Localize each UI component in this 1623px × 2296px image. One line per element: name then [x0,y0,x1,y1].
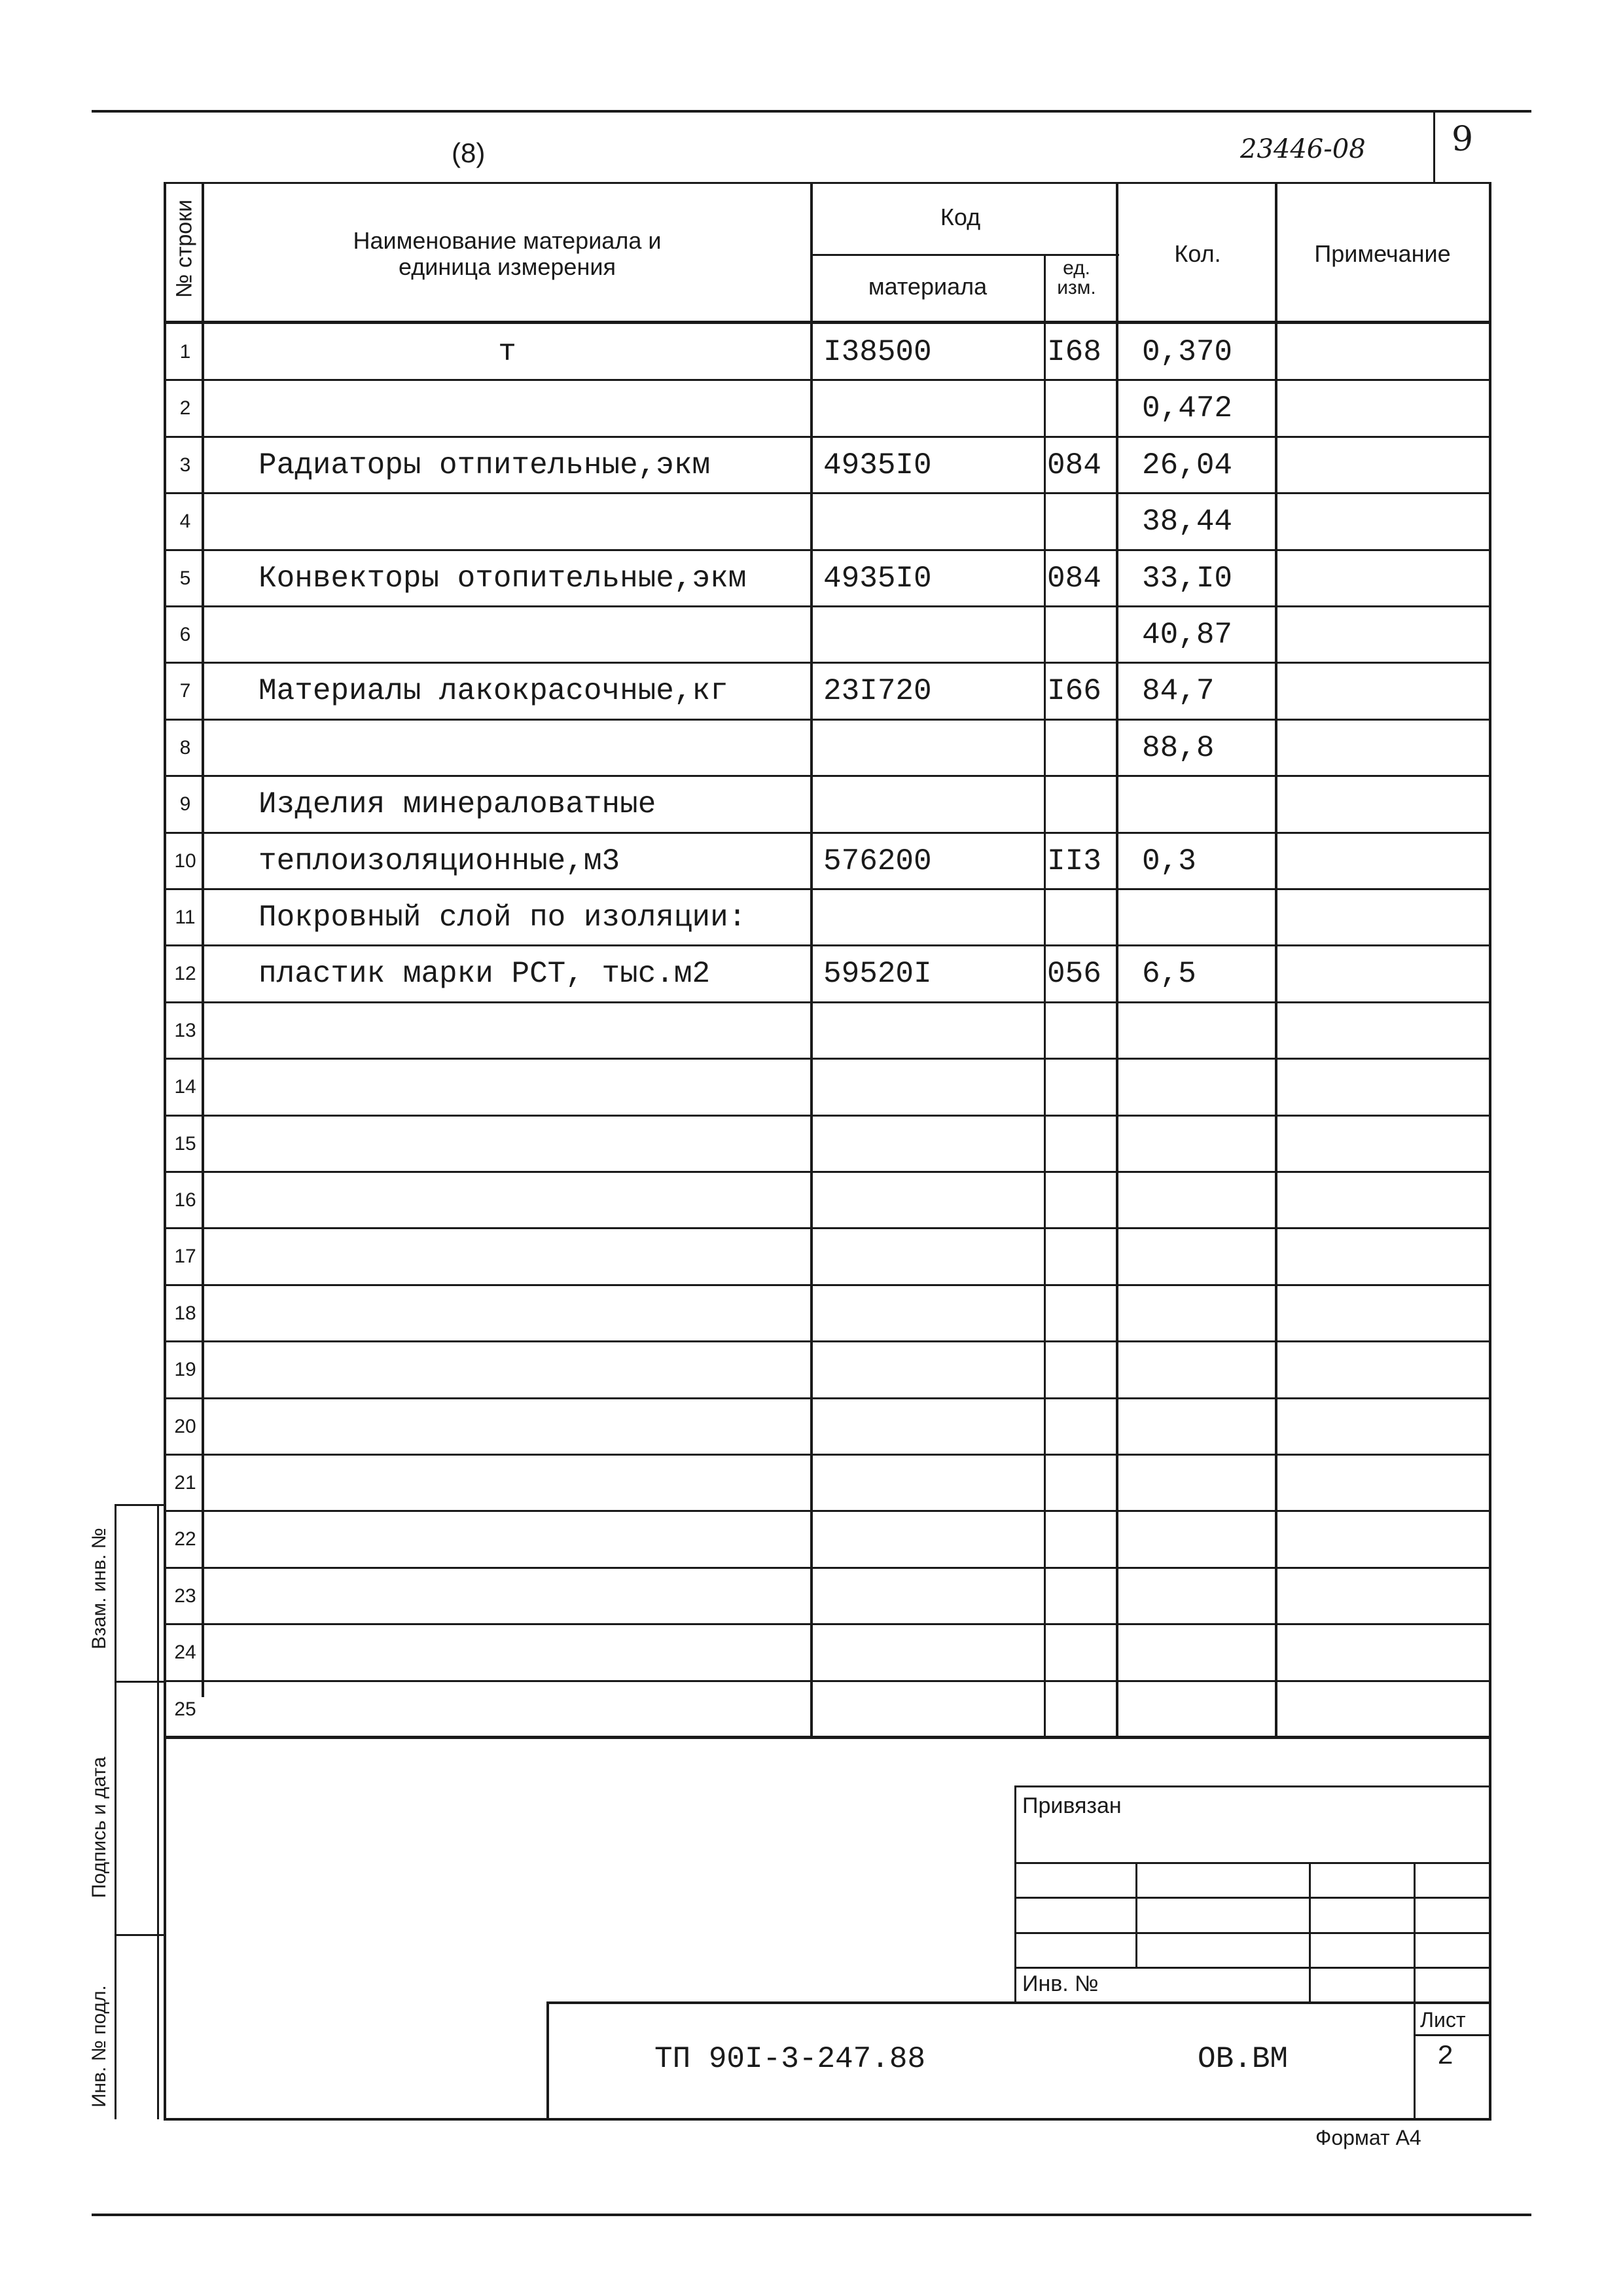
side-label-orig-inv: Инв. № подл. [88,1985,110,2108]
quantity: 0,3 [1142,844,1196,878]
table-row [0,720,1623,776]
material-code [823,380,1039,437]
quantity [1142,1116,1273,1172]
row-number: 15 [174,1133,196,1155]
side-label-sign-date: Подпись и дата [88,1757,110,1898]
table-row [0,1399,1623,1455]
row-number: 23 [174,1585,196,1607]
sheet-code: (8) [452,137,486,168]
row-number: 22 [174,1528,196,1550]
column-header-material: материала [868,273,988,300]
footer-document-code: ТП 90I-3-247.88 [654,2042,926,2076]
material-code [823,607,1039,663]
unit-code [1047,1059,1109,1115]
stamp-left-line [1014,1785,1016,2001]
quantity [1142,1511,1273,1568]
document-number: 23446-08 [1240,134,1366,164]
quantity [1142,1681,1273,1738]
material-name [259,380,795,437]
quantity: 33,I0 [1142,562,1233,596]
row-number: 8 [179,737,191,759]
material-name: пластик марки РСТ, тыс.м2 [259,957,711,991]
top-border-line [92,110,1531,113]
material-name [259,1568,795,1624]
quantity [1142,1624,1273,1681]
side-strip-inner-line [157,1504,159,2119]
unit-code [1047,1229,1109,1285]
material-code [823,1172,1039,1229]
material-code: I38500 [823,335,932,369]
table-row [0,1568,1623,1624]
table-row [0,550,1623,607]
table-row [0,1624,1623,1681]
unit-code [1047,776,1109,833]
quantity [1142,1172,1273,1229]
stamp-col-1 [1135,1862,1137,1967]
material-name [259,1172,795,1229]
row-number: 11 [175,906,196,928]
row-number: 24 [174,1641,196,1663]
column-header-note: Примечание [1314,240,1451,267]
unit-code [1047,1003,1109,1059]
material-code [823,1399,1039,1455]
row-number: 4 [179,511,191,532]
table-row [0,889,1623,946]
material-name: теплоизоляционные,м3 [259,844,620,878]
quantity [1142,1229,1273,1285]
material-name [259,1342,795,1398]
quantity: 38,44 [1142,505,1233,539]
unit-code [1047,889,1109,946]
table-row [0,1511,1623,1568]
unit-code [1047,1624,1109,1681]
unit-code: I66 [1047,674,1101,708]
material-name: Конвекторы отопительные,экм [259,562,747,596]
unit-code: 084 [1047,562,1101,596]
table-row [0,1342,1623,1398]
title-block-bottom-line [164,2118,1491,2121]
quantity [1142,1285,1273,1342]
stamp-line-c [1014,1932,1491,1934]
material-name [259,1116,795,1172]
material-code [823,493,1039,550]
unit-code: 056 [1047,957,1101,991]
material-name: Материалы лакокрасочные,кг [259,674,728,708]
material-name [259,607,795,663]
stamp-top-line [1014,1785,1491,1787]
material-name [259,1059,795,1115]
material-code: 4935I0 [823,448,932,482]
unit-code: 084 [1047,448,1101,482]
material-code [823,1681,1039,1738]
table-row [0,833,1623,889]
stamp-line-b [1014,1897,1491,1899]
material-name [259,493,795,550]
table-row [0,946,1623,1002]
unit-code [1047,493,1109,550]
quantity [1142,776,1273,833]
material-code [823,1003,1039,1059]
material-code [823,720,1039,776]
row-number: 10 [174,850,196,872]
material-code [823,776,1039,833]
column-header-code: Код [940,204,981,230]
row-number: 2 [179,397,191,419]
material-code [823,1116,1039,1172]
row-number: 18 [174,1302,196,1324]
quantity [1142,1342,1273,1398]
table-bottom-line [164,1736,1491,1739]
material-code [823,1285,1039,1342]
table-row [0,1172,1623,1229]
material-code [823,889,1039,946]
title-block-top-line [546,2001,1491,2004]
row-number: 13 [174,1020,196,1041]
material-name: Радиаторы отпительные,экм [259,448,711,482]
page-number-divider [1433,111,1435,182]
material-code: 23I720 [823,674,932,708]
quantity [1142,1455,1273,1511]
quantity: 88,8 [1142,731,1215,765]
row-number: 14 [174,1076,196,1098]
unit-code [1047,1681,1109,1738]
stamp-line-d [1014,1967,1491,1969]
table-row [0,607,1623,663]
material-name [259,1003,795,1059]
table-row [0,1455,1623,1511]
row-number: 17 [174,1246,196,1267]
material-code [823,1229,1039,1285]
quantity: 84,7 [1142,674,1215,708]
unit-code [1047,1568,1109,1624]
unit-code [1047,607,1109,663]
material-code: 4935I0 [823,562,932,596]
quantity [1142,889,1273,946]
material-name [259,1511,795,1568]
material-name [259,1285,795,1342]
row-number: 12 [174,963,196,984]
unit-code [1047,1285,1109,1342]
quantity: 26,04 [1142,448,1233,482]
table-top-border [164,182,1491,184]
material-name: Изделия минераловатные [259,787,656,821]
format-label: Формат А4 [1315,2126,1421,2149]
row-number: 1 [179,341,191,363]
material-name [259,1455,795,1511]
unit-code: I68 [1047,335,1101,369]
row-number: 3 [179,454,191,476]
column-header-row-number: № строки [171,199,197,298]
quantity: 6,5 [1142,957,1196,991]
material-code [823,1059,1039,1115]
row-number: 6 [179,624,191,645]
stamp-line-a [1014,1862,1491,1864]
unit-code [1047,1172,1109,1229]
unit-code [1047,1116,1109,1172]
table-row [0,437,1623,493]
column-header-qty: Кол. [1174,240,1221,267]
unit-code [1047,380,1109,437]
bottom-border-line [92,2214,1531,2216]
unit-code [1047,1399,1109,1455]
table-row [0,1285,1623,1342]
title-block-left-line [546,2001,549,2119]
quantity [1142,1399,1273,1455]
row-number: 20 [174,1416,196,1437]
table-row [0,1116,1623,1172]
quantity: 40,87 [1142,618,1233,652]
page-number: 9 [1452,120,1474,159]
footer-document-mark: ОВ.ВМ [1198,2042,1289,2076]
quantity [1142,1059,1273,1115]
row-number: 16 [174,1189,196,1211]
row-number: 9 [179,793,191,815]
sheet-label-line [1414,2034,1491,2036]
row-number: 21 [174,1472,196,1494]
table-row [0,324,1623,380]
side-strip-outer-line [115,1504,116,2119]
stamp-inv-label: Инв. № [1022,1971,1099,1996]
unit-code [1047,1455,1109,1511]
row-number: 5 [179,567,191,589]
stamp-col-3 [1414,1862,1416,2119]
row-number: 7 [179,680,191,702]
row-number: 25 [174,1698,196,1720]
quantity [1142,1003,1273,1059]
header-code-divider [812,254,1119,256]
table-row [0,1229,1623,1285]
material-name [259,1399,795,1455]
material-code: 576200 [823,844,932,878]
material-code [823,1624,1039,1681]
quantity: 0,472 [1142,391,1233,425]
unit-code [1047,720,1109,776]
table-row [0,663,1623,719]
sheet-label: Лист [1420,2008,1466,2032]
side-label-inv-no: Взам. инв. № [88,1528,110,1649]
table-row [0,1059,1623,1115]
material-code [823,1342,1039,1398]
quantity: 0,370 [1142,335,1233,369]
unit-code [1047,1511,1109,1568]
unit-code [1047,1342,1109,1398]
unit-code: II3 [1047,844,1101,878]
row-number: 19 [174,1359,196,1380]
material-code [823,1511,1039,1568]
material-name: Покровный слой по изоляции: [259,901,747,935]
material-name: т [498,335,516,369]
material-code [823,1455,1039,1511]
column-header-name: Наименование материала и единица измерения [353,227,662,280]
material-code: 59520I [823,957,932,991]
material-name [259,1229,795,1285]
table-row [0,380,1623,437]
stamp-col-2 [1309,1862,1311,2001]
table-row [0,776,1623,833]
material-name [259,720,795,776]
quantity [1142,1568,1273,1624]
column-header-unit: ед. изм. [1057,257,1096,298]
sheet-number: 2 [1437,2041,1454,2072]
material-name [259,1681,795,1738]
table-row [0,1681,1623,1738]
material-code [823,1568,1039,1624]
material-name [259,1624,795,1681]
stamp-bound-label: Привязан [1022,1793,1122,1818]
table-row [0,1003,1623,1059]
table-row [0,493,1623,550]
